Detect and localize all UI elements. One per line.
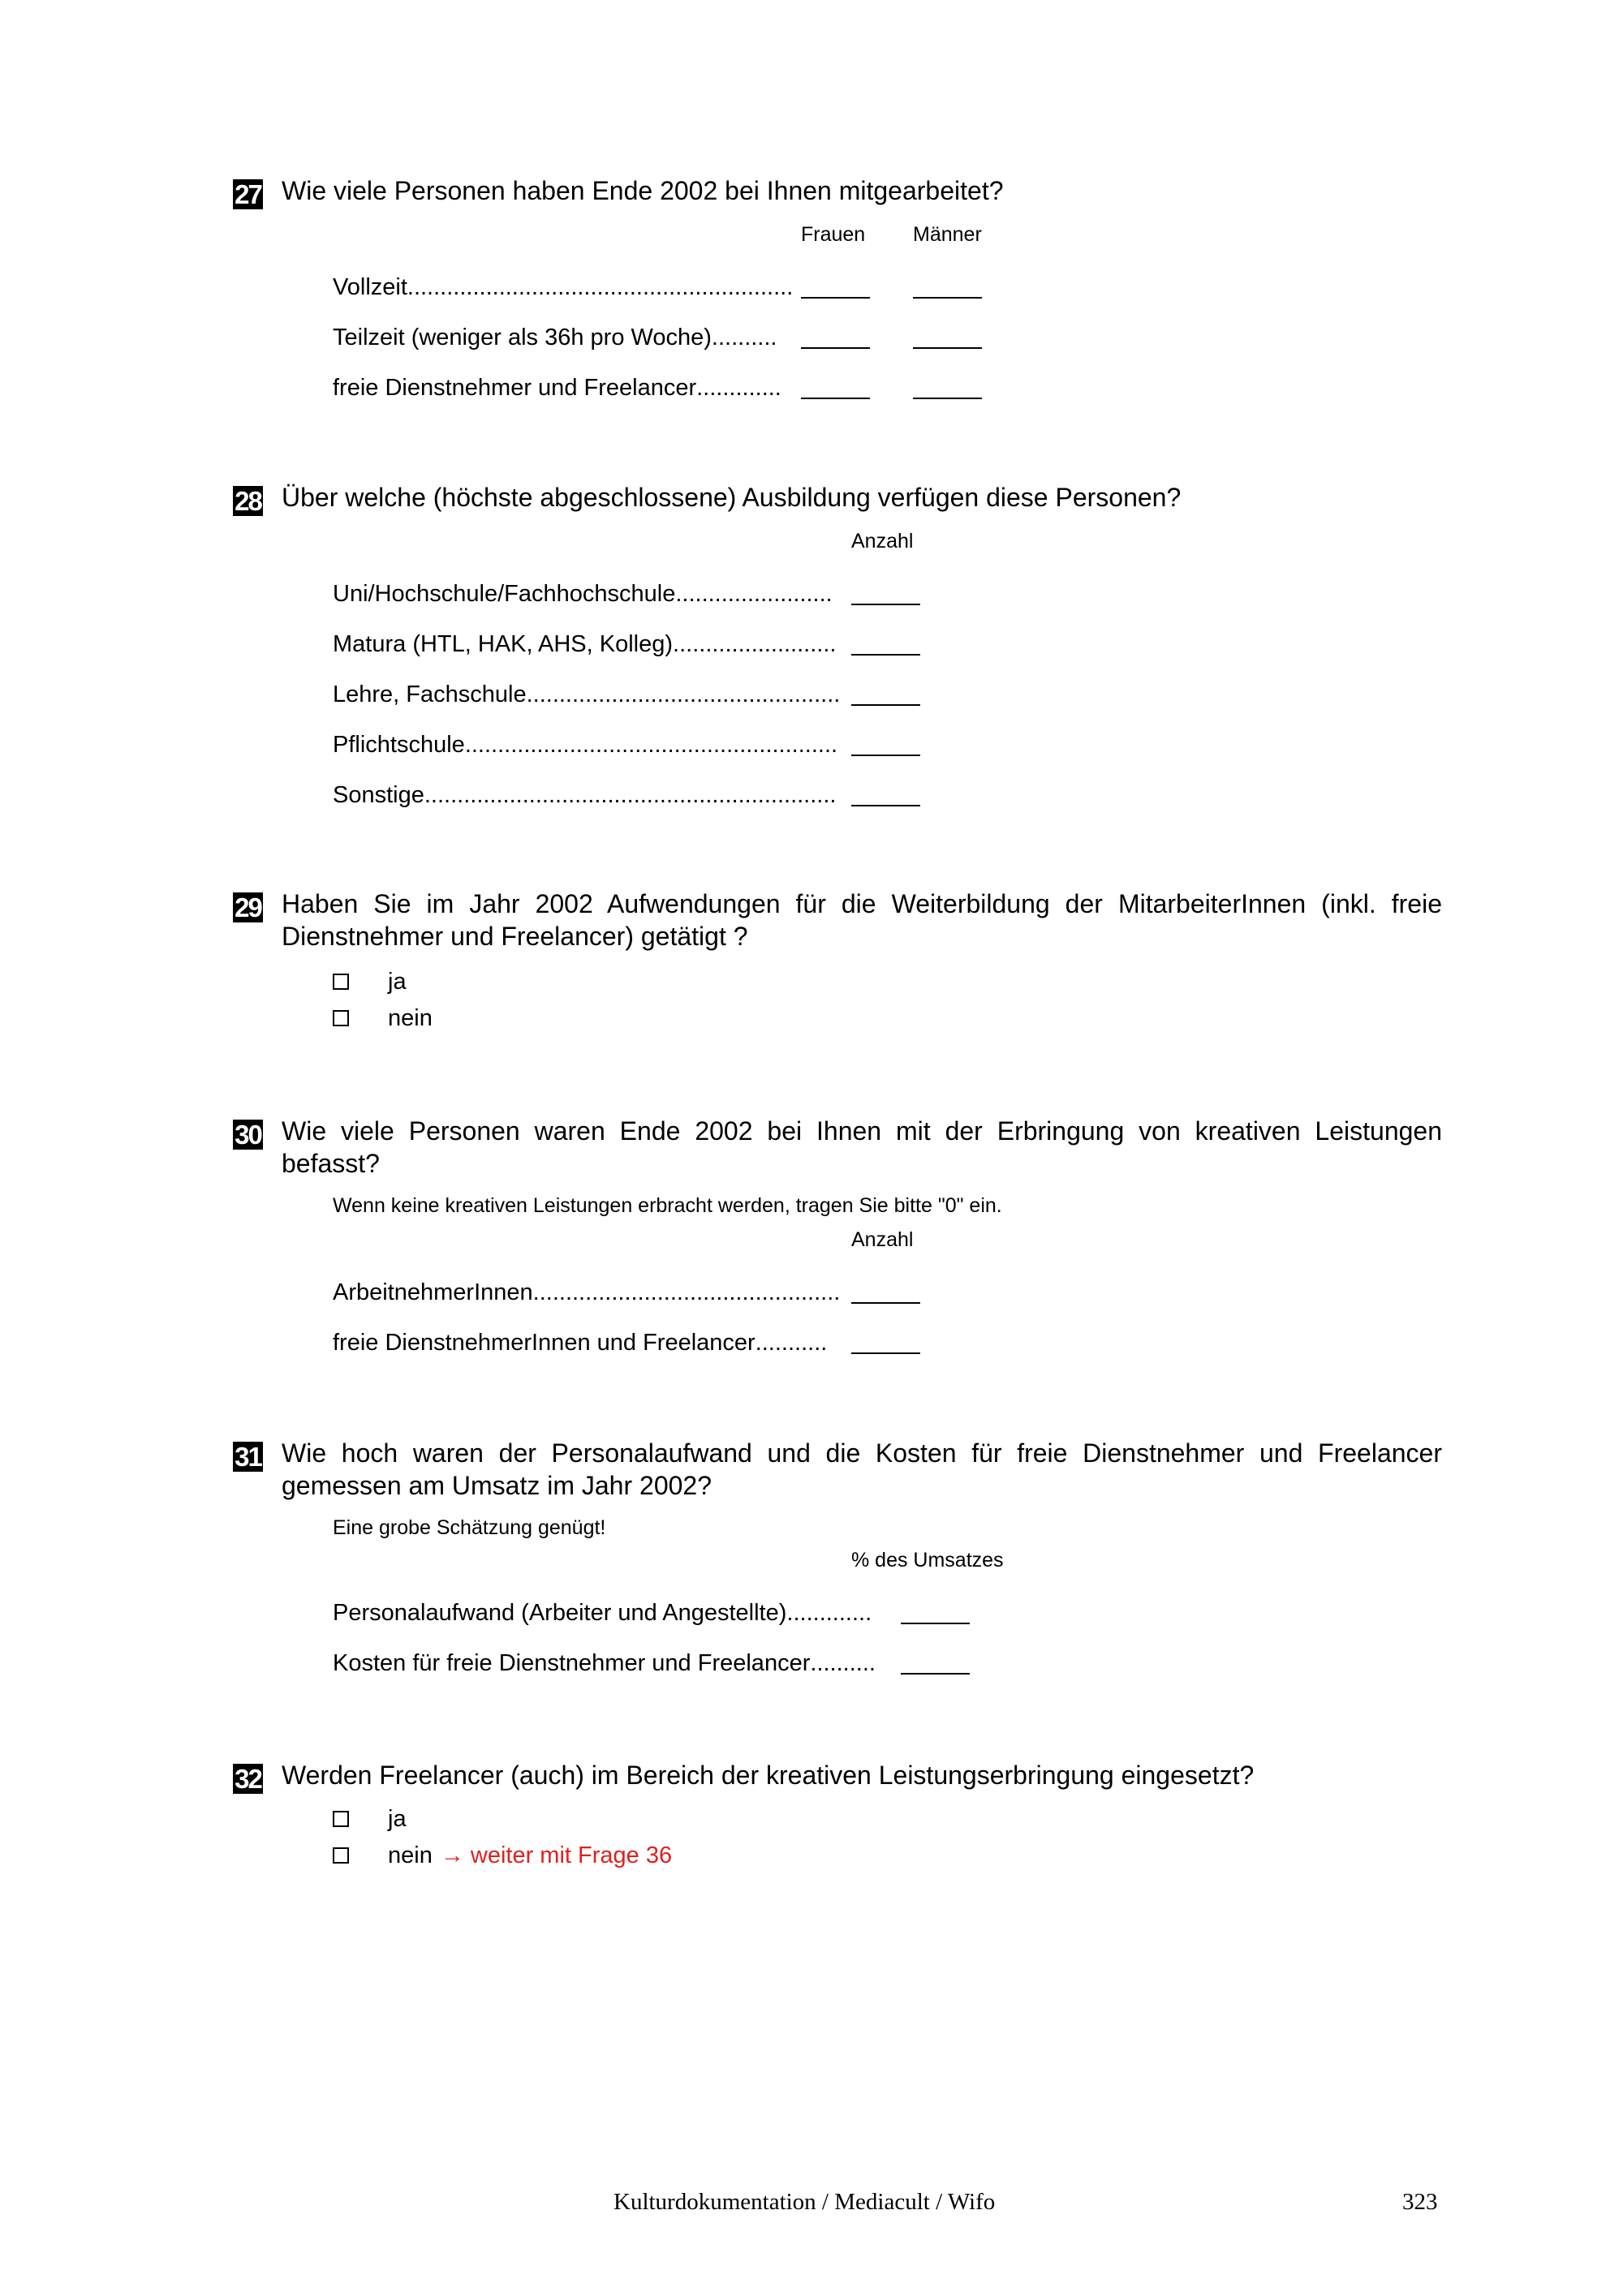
answer-row xyxy=(333,1274,840,1306)
checkbox[interactable] xyxy=(333,1811,349,1827)
question-text: Wie viele Personen haben Ende 2002 bei Ihnen mitgearbeitet? xyxy=(282,176,1004,205)
answer-row xyxy=(333,1594,872,1627)
question-text: Über welche (höchste abgeschlossene) Ausbildung verfügen diese Personen? xyxy=(282,483,1182,512)
answer-line-frauen[interactable] xyxy=(801,398,870,399)
option-label: ja xyxy=(388,968,407,995)
leader-dots: ........... xyxy=(755,1330,828,1356)
answer-row xyxy=(333,319,777,351)
row-label: ArbeitnehmerInnen xyxy=(333,1279,533,1305)
question-text: Wie viele Personen waren Ende 2002 bei Ihnen mit der Erbringung von kreativen Leistungen befasst? xyxy=(282,1116,1442,1178)
row-label: Lehre, Fachschule xyxy=(333,681,527,707)
answer-line-frauen[interactable] xyxy=(801,297,870,299)
answer-row xyxy=(333,369,781,402)
answer-line-umsatz[interactable] xyxy=(901,1623,970,1624)
column-header-umsatz: % des Umsatzes xyxy=(851,1549,1004,1572)
leader-dots: ......................................................... xyxy=(464,732,838,758)
answer-line-maenner[interactable] xyxy=(913,398,982,399)
leader-dots: ............................................... xyxy=(532,1279,841,1305)
question-number: 32 xyxy=(233,1764,263,1794)
column-header-maenner: Männer xyxy=(913,223,982,246)
checkbox[interactable] xyxy=(333,1847,349,1864)
answer-line-anzahl[interactable] xyxy=(851,654,920,656)
question-number: 31 xyxy=(233,1442,263,1472)
option-ja[interactable] xyxy=(333,1803,407,1835)
footer-source: Kulturdokumentation / Mediacult / Wifo xyxy=(613,2189,996,2215)
row-label: freie DienstnehmerInnen und Freelancer xyxy=(333,1330,756,1356)
row-label: Vollzeit xyxy=(333,274,407,300)
answer-line-frauen[interactable] xyxy=(801,347,870,349)
answer-line-anzahl[interactable] xyxy=(851,604,920,605)
answer-line-umsatz[interactable] xyxy=(901,1673,970,1675)
option-ja[interactable] xyxy=(333,965,407,998)
row-label: Kosten für freie Dienstnehmer und Freelancer xyxy=(333,1650,811,1676)
column-header-anzahl: Anzahl xyxy=(851,1228,914,1251)
answer-row xyxy=(333,575,833,608)
question-text: Werden Freelancer (auch) im Bereich der kreativen Leistungserbringung eingesetzt? xyxy=(282,1761,1255,1790)
checkbox[interactable] xyxy=(333,1010,349,1026)
option-label: nein xyxy=(388,1004,433,1031)
answer-row xyxy=(333,726,837,759)
row-label: freie Dienstnehmer und Freelancer xyxy=(333,375,697,401)
leader-dots: .............................................................. xyxy=(430,782,837,808)
leader-dots: ......................... xyxy=(673,631,837,657)
question-number: 30 xyxy=(233,1120,263,1150)
row-label: Teilzeit (weniger als 36h pro Woche) xyxy=(333,325,712,350)
answer-row xyxy=(333,1645,876,1677)
answer-row xyxy=(333,776,836,809)
question-note: Wenn keine kreativen Leistungen erbracht werden, tragen Sie bitte "0" ein. xyxy=(333,1194,1002,1217)
row-label: Personalaufwand (Arbeiter und Angestellte) xyxy=(333,1600,787,1626)
column-header-anzahl: Anzahl xyxy=(851,530,914,553)
option-label: ja xyxy=(388,1805,407,1832)
answer-row xyxy=(333,269,793,301)
answer-row xyxy=(333,676,840,708)
column-header-frauen: Frauen xyxy=(801,223,866,246)
leader-dots: .......... xyxy=(711,325,777,350)
question-number: 28 xyxy=(233,486,263,516)
row-label: Uni/Hochschule/Fachhochschule xyxy=(333,581,676,607)
question-text: Wie hoch waren der Personalaufwand und die Kosten für freie Dienstnehmer und Freelancer gemessen am Umsatz im Jahr 2002? xyxy=(282,1438,1442,1500)
answer-line-anzahl[interactable] xyxy=(851,1302,920,1304)
page-number: 323 xyxy=(1402,2189,1438,2215)
question-number: 29 xyxy=(233,892,263,922)
option-label: nein xyxy=(388,1842,433,1868)
row-label: Matura (HTL, HAK, AHS, Kolleg) xyxy=(333,631,674,657)
question-text: Haben Sie im Jahr 2002 Aufwendungen für die Weiterbildung der MitarbeiterInnen (inkl. freie Dienstnehmer und Freelancer) getätigt ? xyxy=(282,889,1442,951)
checkbox[interactable] xyxy=(333,974,349,990)
answer-line-maenner[interactable] xyxy=(913,347,982,349)
leader-dots: ............. xyxy=(786,1600,872,1626)
question-note: Eine grobe Schätzung genügt! xyxy=(333,1516,606,1539)
answer-line-anzahl[interactable] xyxy=(851,755,920,756)
leader-dots: ........................ xyxy=(675,581,833,607)
answer-row xyxy=(333,1324,827,1357)
row-label: Pflichtschule xyxy=(333,732,465,758)
answer-row xyxy=(333,626,836,658)
option-nein[interactable] xyxy=(333,1839,672,1872)
answer-line-maenner[interactable] xyxy=(913,297,982,299)
answer-line-anzahl[interactable] xyxy=(851,805,920,806)
answer-line-anzahl[interactable] xyxy=(851,704,920,706)
answer-line-anzahl[interactable] xyxy=(851,1352,920,1354)
leader-dots: ................................................ xyxy=(526,681,841,707)
leader-dots: ............. xyxy=(696,375,781,401)
question-number: 27 xyxy=(233,179,263,209)
leader-dots: ........................................................... xyxy=(407,274,794,300)
leader-dots: .......... xyxy=(810,1650,876,1676)
option-nein[interactable] xyxy=(333,1002,433,1034)
row-label: Sonstige. xyxy=(333,782,431,808)
skip-instruction: → weiter mit Frage 36 xyxy=(440,1842,673,1868)
